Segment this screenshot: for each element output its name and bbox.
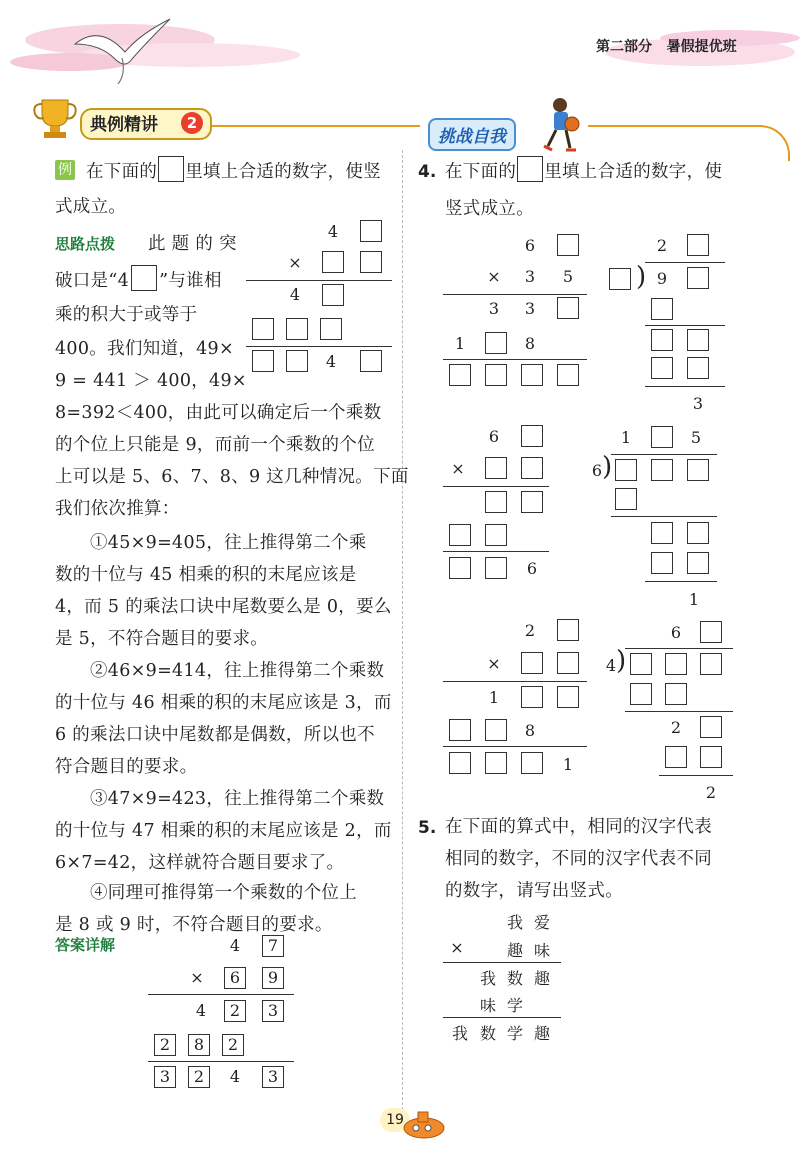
blank-box[interactable] [630, 653, 652, 675]
hint-line7: 的个位上只能是 9，而前一个乘数的个位 [55, 435, 375, 455]
rule-line [443, 486, 549, 487]
blank-box[interactable] [521, 752, 543, 774]
hanzi: 趣 [506, 941, 523, 960]
blank-box[interactable] [521, 491, 543, 513]
step1-line1: ①45×9=405，往上推得第二个乘 [90, 533, 367, 553]
filled-box: 2 [154, 1034, 176, 1056]
rule-line [645, 386, 725, 387]
filled-box: 3 [262, 1066, 284, 1088]
q5-line2: 相同的数字，不同的汉字代表不同 [445, 849, 712, 869]
digit: 9 [656, 269, 668, 288]
blank-box[interactable] [252, 318, 274, 340]
blank-box[interactable] [687, 522, 709, 544]
blank-box[interactable] [609, 268, 631, 290]
digit: 4 [229, 1067, 241, 1086]
blank-box[interactable] [665, 746, 687, 768]
filled-box: 2 [222, 1034, 244, 1056]
filled-box: 9 [262, 967, 284, 989]
header-banner [0, 0, 800, 90]
blank-box[interactable] [485, 557, 507, 579]
digit: 6 [488, 427, 500, 446]
hint-line3: 乘的积大于或等于 [55, 305, 198, 325]
blank-box[interactable] [320, 318, 342, 340]
digit: 2 [670, 718, 682, 737]
blank-box[interactable] [557, 686, 579, 708]
filled-box: 2 [188, 1066, 210, 1088]
rule-line [148, 1061, 294, 1062]
blank-box[interactable] [485, 332, 507, 354]
digit: 8 [524, 721, 536, 740]
times-sign: × [450, 938, 464, 957]
filled-box: 8 [188, 1034, 210, 1056]
hanzi: 味 [533, 941, 550, 960]
blank-box[interactable] [651, 522, 673, 544]
blank-box[interactable] [449, 752, 471, 774]
digit: 6 [670, 623, 682, 642]
rule-line [625, 648, 733, 649]
section-title-number: 2 [181, 112, 203, 134]
blank-box[interactable] [485, 524, 507, 546]
digit: 1 [688, 590, 700, 609]
blank-box-icon [131, 265, 157, 291]
digit: 1 [488, 688, 500, 707]
challenge-title: 挑战自我 [428, 118, 516, 151]
step3-line1: ③47×9=423，往上推得第二个乘数 [90, 789, 385, 809]
step2-line4: 符合题目的要求。 [55, 757, 198, 777]
example-line2: 式成立。 [55, 197, 127, 217]
digit: 2 [656, 236, 668, 255]
blank-box[interactable] [485, 491, 507, 513]
q4-line1 [445, 156, 722, 189]
hanzi: 我 [451, 1024, 468, 1043]
page-number: 19 [380, 1108, 410, 1132]
digit: 2 [705, 783, 717, 802]
digit: 5 [690, 428, 702, 447]
answer-tag: 答案详解 [55, 936, 116, 954]
rule-line [443, 746, 587, 747]
step2-line1: ②46×9=414，往上推得第二个乘数 [90, 661, 385, 681]
blank-box[interactable] [322, 284, 344, 306]
digit: 3 [488, 299, 500, 318]
hint-tag: 思路点拨 [55, 235, 116, 253]
digit: 4 [327, 222, 339, 241]
step3-line3: 6×7=42，这样就符合题目要求了。 [55, 853, 345, 873]
hint-line2 [55, 265, 222, 298]
digit: 1 [454, 334, 466, 353]
division-bracket-icon: ) [602, 452, 613, 482]
blank-box[interactable] [521, 457, 543, 479]
hint-line1: 此 题 的 突 [148, 234, 237, 254]
digit: 4 [229, 936, 241, 955]
hanzi: 学 [506, 996, 523, 1015]
hanzi: 趣 [533, 1024, 550, 1043]
blank-box[interactable] [557, 619, 579, 641]
filled-box: 6 [224, 967, 246, 989]
rule-line [443, 294, 587, 295]
hint-line8: 上可以是 5、6、7、8、9 这几种情况。下面 [55, 467, 409, 487]
blank-box[interactable] [615, 459, 637, 481]
digit: 3 [524, 267, 536, 286]
blank-box[interactable] [360, 220, 382, 242]
step4-line2: 是 8 或 9 时，不符合题目的要求。 [55, 915, 333, 935]
rule-line [645, 262, 725, 263]
blank-box[interactable] [651, 329, 673, 351]
example-line1-b: 里填上合适的数字，使竖 [185, 162, 382, 182]
blank-box[interactable] [630, 683, 652, 705]
header-course: 暑假提优班 [666, 39, 737, 55]
example-line1 [86, 156, 381, 189]
blank-box[interactable] [360, 350, 382, 372]
digit: 4 [325, 352, 337, 371]
hanzi: 学 [506, 1024, 523, 1043]
blank-box[interactable] [687, 267, 709, 289]
blank-box-icon [158, 156, 184, 182]
hanzi: 数 [479, 1024, 496, 1043]
blank-box[interactable] [665, 683, 687, 705]
blank-box[interactable] [700, 653, 722, 675]
blank-box[interactable] [687, 329, 709, 351]
hint-line2-a: 破口是“4 [55, 271, 130, 291]
rule-line [659, 775, 733, 776]
rule-line [611, 454, 717, 455]
digit: 6 [591, 461, 603, 480]
blank-box[interactable] [449, 719, 471, 741]
hint-line4: 400。我们知道，49× [55, 339, 234, 359]
step2-line3: 6 的乘法口诀中尾数都是偶数，所以也不 [55, 725, 375, 745]
division-bracket-icon: ) [616, 646, 627, 676]
hanzi: 爱 [533, 913, 550, 932]
digit: 4 [289, 285, 301, 304]
blank-box[interactable] [449, 524, 471, 546]
blank-box[interactable] [557, 652, 579, 674]
question-5-number: 5. [418, 818, 437, 838]
blank-box[interactable] [449, 364, 471, 386]
blank-box-icon [517, 156, 543, 182]
blank-box[interactable] [485, 457, 507, 479]
blank-box[interactable] [449, 557, 471, 579]
times-sign: × [487, 654, 501, 673]
blank-box[interactable] [700, 716, 722, 738]
blank-box[interactable] [665, 653, 687, 675]
example-line1-a: 在下面的 [86, 162, 158, 182]
hanzi: 趣 [533, 969, 550, 988]
blank-box[interactable] [521, 652, 543, 674]
blank-box[interactable] [252, 350, 274, 372]
step2-line2: 的十位与 46 相乘的积的末尾应该是 3，而 [55, 693, 392, 713]
blank-box[interactable] [521, 686, 543, 708]
blank-box[interactable] [485, 752, 507, 774]
submarine-icon [400, 1098, 450, 1146]
digit: 4 [195, 1001, 207, 1020]
digit: 8 [524, 334, 536, 353]
blank-box[interactable] [521, 425, 543, 447]
blank-box[interactable] [651, 357, 673, 379]
blank-box[interactable] [687, 357, 709, 379]
digit: 3 [692, 394, 704, 413]
rule-line [443, 962, 561, 963]
blank-box[interactable] [557, 234, 579, 256]
blank-box[interactable] [687, 234, 709, 256]
title-rule-left [212, 125, 420, 127]
trophy-icon [30, 96, 80, 141]
step3-line2: 的十位与 47 相乘的积的末尾应该是 2，而 [55, 821, 392, 841]
blank-box[interactable] [521, 364, 543, 386]
filled-box: 3 [154, 1066, 176, 1088]
header-section: 第二部分 [596, 39, 652, 55]
seagull-icon [70, 14, 180, 89]
filled-box: 3 [262, 1000, 284, 1022]
q5-line1: 在下面的算式中，相同的汉字代表 [445, 817, 712, 837]
filled-box: 2 [224, 1000, 246, 1022]
blank-box[interactable] [700, 621, 722, 643]
step4-line1: ④同理可推得第一个乘数的个位上 [90, 883, 357, 903]
blank-box[interactable] [651, 426, 673, 448]
blank-box[interactable] [557, 364, 579, 386]
step1-line4: 是 5，不符合题目的要求。 [55, 629, 269, 649]
step1-line2: 数的十位与 45 相乘的积的末尾应该是 [55, 565, 357, 585]
blank-box[interactable] [557, 297, 579, 319]
q5-line3: 的数字，请写出竖式。 [445, 881, 623, 901]
hint-line9: 我们依次推算： [55, 499, 180, 519]
filled-box: 7 [262, 935, 284, 957]
hanzi: 味 [479, 996, 496, 1015]
example-tag: 例 [55, 160, 75, 180]
times-sign: × [190, 968, 204, 987]
blank-box[interactable] [651, 459, 673, 481]
blank-box[interactable] [615, 488, 637, 510]
q4-line1-a: 在下面的 [445, 162, 517, 182]
q4-line2: 竖式成立。 [445, 199, 534, 219]
hint-line6: 8=392＜400，由此可以确定后一个乘数 [55, 403, 382, 423]
section-title-text: 典例精讲 [90, 115, 158, 135]
blank-box[interactable] [485, 364, 507, 386]
blank-box[interactable] [286, 350, 308, 372]
hint-line5: 9 = 441 ＞ 400，49× [55, 371, 247, 391]
digit: 3 [524, 299, 536, 318]
blank-box[interactable] [700, 746, 722, 768]
digit: 5 [562, 267, 574, 286]
rule-line [246, 346, 392, 347]
blank-box[interactable] [687, 459, 709, 481]
rule-line [645, 581, 717, 582]
times-sign: × [451, 459, 465, 478]
rule-line [443, 359, 587, 360]
digit: 4 [605, 656, 617, 675]
rule-line [443, 681, 587, 682]
question-4-number: 4. [418, 162, 437, 182]
hanzi: 数 [506, 969, 523, 988]
q4-line1-b: 里填上合适的数字，使 [544, 162, 723, 182]
digit: 6 [526, 559, 538, 578]
times-sign: × [487, 267, 501, 286]
step1-line3: 4，而 5 的乘法口诀中尾数要么是 0，要么 [55, 597, 392, 617]
basketball-player-icon [536, 96, 586, 158]
times-sign: × [288, 253, 302, 272]
blank-box[interactable] [651, 552, 673, 574]
digit: 2 [524, 621, 536, 640]
blank-box[interactable] [687, 552, 709, 574]
blank-box[interactable] [322, 251, 344, 273]
rule-line [625, 711, 733, 712]
blank-box[interactable] [651, 298, 673, 320]
header-section-label [596, 36, 737, 56]
rule-line [645, 325, 725, 326]
rule-line [148, 994, 294, 995]
division-bracket-icon: ) [636, 262, 647, 292]
blank-box[interactable] [485, 719, 507, 741]
digit: 1 [562, 755, 574, 774]
rule-line [246, 280, 392, 281]
hint-line2-b: ”与谁相 [159, 271, 222, 291]
hanzi: 我 [506, 913, 523, 932]
digit: 1 [620, 428, 632, 447]
rule-line [443, 551, 549, 552]
column-divider [402, 150, 403, 1110]
rule-line [611, 516, 717, 517]
hanzi: 我 [479, 969, 496, 988]
digit: 6 [524, 236, 536, 255]
blank-box[interactable] [286, 318, 308, 340]
rule-line [443, 1017, 561, 1018]
blank-box[interactable] [360, 251, 382, 273]
